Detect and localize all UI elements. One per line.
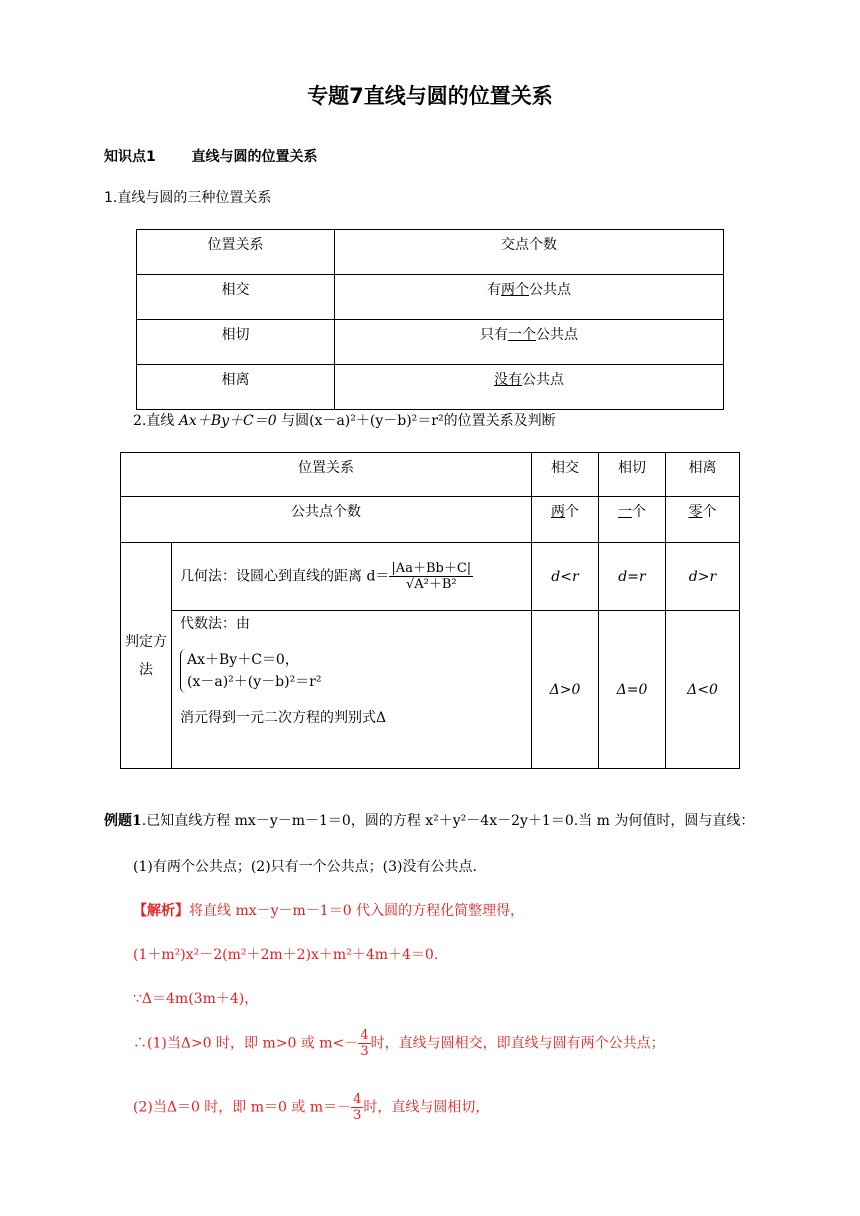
solution-line-2: (1＋m²)x²－2(m²＋2m＋2)x＋m²＋4m＋4＝0. bbox=[133, 947, 439, 963]
solution-line-3: ∵Δ＝4m(3m＋4)， bbox=[133, 991, 259, 1007]
table-cell: 两个 bbox=[532, 497, 599, 543]
example-questions: (1)有两个公共点；(2)只有一个公共点；(3)没有公共点． bbox=[133, 859, 487, 875]
geometric-method: 几何法：设圆心到直线的距离 d＝ $\frac{|Aa+Bb+C|}{\text{√A²＋B²}}$ bbox=[172, 543, 532, 611]
table-cell: Δ>0 bbox=[532, 611, 599, 769]
example-label: 例题1 bbox=[104, 813, 142, 829]
table-cell: 有两个公共点 bbox=[335, 275, 724, 320]
solution-label: 【解析】 bbox=[133, 903, 189, 919]
table-header: 相交 bbox=[532, 453, 599, 497]
table-header: 位置关系 bbox=[137, 230, 335, 275]
table-cell: 没有公共点 bbox=[335, 365, 724, 410]
table-cell: d=r bbox=[599, 543, 666, 611]
fraction: $\frac{4}{3}$ bbox=[360, 1028, 369, 1059]
table-cell: 公共点个数 bbox=[121, 497, 532, 543]
table-cell: 只有一个公共点 bbox=[335, 320, 724, 365]
table-cell: Δ<0 bbox=[666, 611, 740, 769]
method-label: 判定方法 bbox=[121, 543, 172, 769]
example-1 bbox=[104, 810, 754, 830]
table-positions bbox=[136, 229, 724, 410]
fraction: $\frac{4}{3}$ bbox=[353, 1092, 362, 1123]
solution-line-1: 【解析】将直线 mx－y－m－1＝0 代入圆的方程化简整理得， bbox=[133, 903, 525, 919]
table-cell: 相离 bbox=[137, 365, 335, 410]
solution-line-4: ∴(1)当Δ>0 时，即 m>0 或 m<－ $\frac{4}{3}$ 时，直线与圆相交，即直线与圆有两个公共点； bbox=[133, 1028, 665, 1059]
table-cell: d<r bbox=[532, 543, 599, 611]
table-cell: 相交 bbox=[137, 275, 335, 320]
example-text: .已知直线方程 mx－y－m－1＝0，圆的方程 x²＋y²－4x－2y＋1＝0.当 m 为何值时，圆与直线： bbox=[141, 813, 755, 829]
table-header: 位置关系 bbox=[121, 453, 532, 497]
algebraic-method: 代数法：由 Ax＋By＋C＝0， (x－a)²＋(y－b)²＝r² 消元得到一元二次方程的判别式Δ bbox=[172, 611, 532, 769]
section-name: 直线与圆的位置关系 bbox=[191, 149, 318, 165]
section-label: 知识点1 bbox=[104, 149, 156, 165]
table-cell: 一个 bbox=[599, 497, 666, 543]
page-title: 专题7直线与圆的位置关系 bbox=[307, 84, 553, 108]
solution-line-5: (2)当Δ＝0 时，即 m＝0 或 m＝－ $\frac{4}{3}$ 时，直线与圆相切， bbox=[133, 1092, 490, 1123]
table-header: 相离 bbox=[666, 453, 740, 497]
table-cell: 零个 bbox=[666, 497, 740, 543]
table-header: 交点个数 bbox=[335, 230, 724, 275]
section-heading bbox=[104, 146, 318, 166]
table-cell: Δ=0 bbox=[599, 611, 666, 769]
table-header: 相切 bbox=[599, 453, 666, 497]
table-criteria bbox=[120, 452, 740, 769]
table-cell: 相切 bbox=[137, 320, 335, 365]
subheading-1: 1.直线与圆的三种位置关系 bbox=[104, 190, 272, 206]
subheading-2: 2.直线 Ax＋By＋C＝0 与圆(x－a)²＋(y－b)²＝r²的位置关系及判断 bbox=[133, 413, 556, 429]
table-cell: d>r bbox=[666, 543, 740, 611]
distance-fraction: $\frac{|Aa+Bb+C|}{\text{√A²＋B²}}$ bbox=[391, 561, 472, 592]
